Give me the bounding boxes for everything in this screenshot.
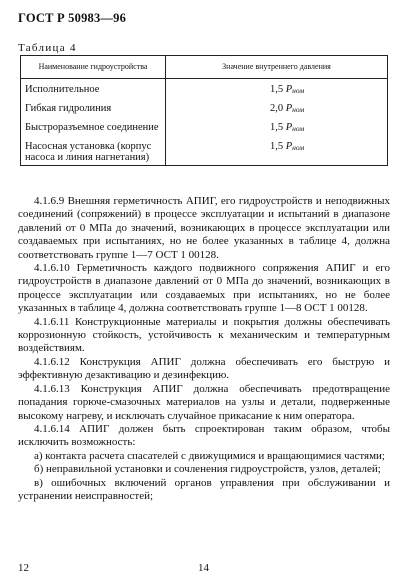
table-row bbox=[21, 134, 388, 166]
pressure-table bbox=[20, 55, 388, 166]
page-number-center: 14 bbox=[198, 562, 209, 574]
paragraph: 4.1.6.9 Внешняя герметичность АПИГ, его гидроустройств и неподвижных соединений (сопряжений) в процессе эксплуатации и испытаний в диапазоне давлений от 0 МПа до значений, возникающих в процессе эксплуатации или создаваемых при испытаниях, но не более указанных в таблице 4, должна соответствовать группе 1—7 ОСТ 1 00128. bbox=[18, 195, 390, 261]
pressure-value: 1,5 Pном bbox=[166, 79, 388, 97]
device-name: Исполнительное bbox=[21, 79, 166, 97]
list-item: а) контакта расчета спасателей с движущимися и вращающимися частями; bbox=[34, 449, 385, 462]
paragraph: 4.1.6.13 Конструкция АПИГ должна обеспечивать предотвращение попадания горюче-смазочных материалов на узлы и детали, подверженные высокому нагреву, и исключать случайное прикасание к ним оператора. bbox=[18, 382, 390, 422]
table-header-row bbox=[21, 56, 388, 79]
table-row bbox=[21, 79, 388, 97]
table-caption: Таблица 4 bbox=[18, 42, 77, 54]
paragraph: 4.1.6.12 Конструкция АПИГ должна обеспечивать его быструю и эффективную дезактивацию и дезинфекцию. bbox=[18, 355, 390, 382]
pressure-value: 1,5 Pном bbox=[166, 134, 388, 166]
pressure-value: 1,5 Pном bbox=[166, 115, 388, 134]
list-item: в) ошибочных включений органов управления при обслуживании и устранении неисправностей; bbox=[18, 476, 390, 502]
device-name: Быстроразъемное соединение bbox=[21, 115, 166, 134]
device-name: Гибкая гидролиния bbox=[21, 96, 166, 115]
paragraph: 4.1.6.11 Конструкционные материалы и покрытия должны обеспечивать коррозионную стойкость, устойчивость к механическим и температурным воздействиям. bbox=[18, 315, 390, 355]
device-name: Насосная установка (корпус насоса и линия нагнетания) bbox=[21, 134, 166, 166]
document-header: ГОСТ Р 50983—96 bbox=[18, 11, 127, 25]
list-item: б) неправильной установки и сочленения гидроустройств, узлов, деталей; bbox=[34, 463, 381, 476]
table-row bbox=[21, 115, 388, 134]
table-row bbox=[21, 96, 388, 115]
page-number-left: 12 bbox=[18, 562, 29, 574]
body-text bbox=[18, 195, 390, 503]
pressure-value: 2,0 Pном bbox=[166, 96, 388, 115]
paragraph: 4.1.6.14 АПИГ должен быть спроектирован таким образом, чтобы исключить возможность: bbox=[18, 422, 390, 449]
paragraph: 4.1.6.10 Герметичность каждого подвижного сопряжения АПИГ и его гидроустройств в диапазоне давлений от 0 МПа до значений, возникающих в процессе эксплуатации или создаваемых при испытаниях, но не более указанных в таблице 4, должна соответствовать группе 1—8 ОСТ 1 00128. bbox=[18, 262, 390, 315]
column-header-value: Значение внутреннего давления bbox=[166, 56, 388, 79]
column-header-name: Наименование гидроустройства bbox=[21, 56, 166, 79]
